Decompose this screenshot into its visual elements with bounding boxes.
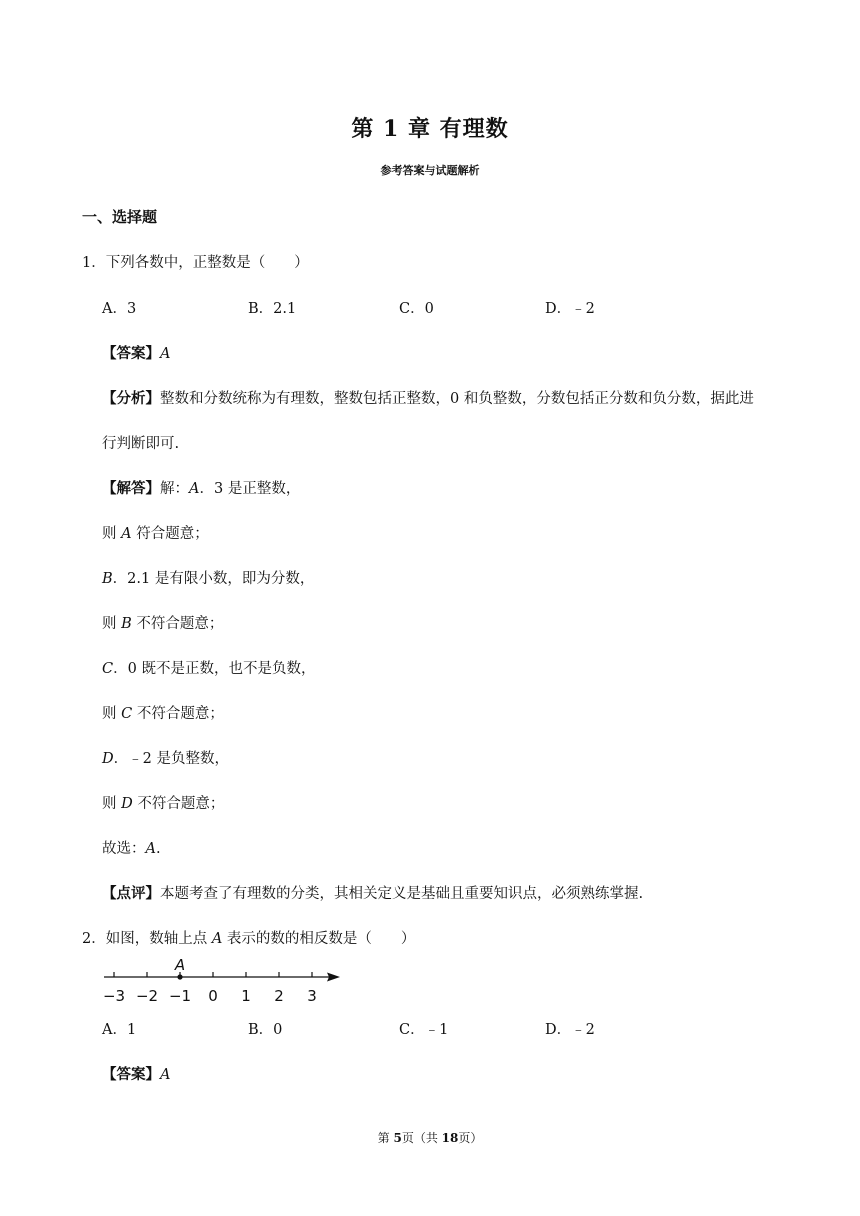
answer-tag: 【答案】 (102, 345, 160, 362)
solution-variable: D (102, 751, 114, 767)
stem-text: 表示的数的相反数是（ ） (222, 931, 416, 947)
q1-option-c: C．0 (399, 301, 434, 317)
solution-text: 则 (102, 616, 122, 632)
q2-option-d: D．﹣2 (545, 1022, 595, 1038)
comment-tag: 【点评】 (102, 885, 160, 902)
axis-tick-label: −2 (135, 987, 159, 1005)
q2-option-a: A．1 (102, 1022, 137, 1038)
q1-solution-line-8 (102, 792, 224, 813)
solution-text: 故选： (102, 841, 146, 857)
axis-tick-label: 2 (274, 987, 284, 1005)
q1-solution-line-2 (102, 522, 209, 543)
footer-text: 页（共 (401, 1131, 442, 1145)
comment-text: 本题考查了有理数的分类，其相关定义是基础且重要知识点，必须熟练掌握. (160, 886, 644, 902)
page-footer (0, 1129, 860, 1146)
solution-variable: B (102, 571, 113, 587)
q1-solution-line-3 (102, 567, 314, 588)
analysis-text: 整数和分数统称为有理数，整数包括正整数，0 和负整数，分数包括正分数和负分数，据此进 (160, 391, 754, 407)
q1-solution-line-9 (102, 837, 161, 858)
solution-text: 解： (160, 481, 189, 497)
solution-text: 不符合题意； (131, 616, 224, 632)
section-heading: 一、选择题 (82, 208, 158, 226)
q1-analysis-line-1 (102, 387, 754, 408)
footer-text: 第 (377, 1131, 394, 1145)
analysis-tag: 【分析】 (102, 390, 160, 407)
footer-text: 页） (458, 1131, 483, 1145)
stem-text: 2．如图，数轴上点 (82, 931, 212, 947)
solution-variable: C (121, 706, 133, 722)
q2-stem (82, 927, 415, 948)
solution-text: 则 (102, 706, 122, 722)
q2-option-c: C．﹣1 (399, 1022, 449, 1038)
q1-solution-line-5 (102, 657, 315, 678)
q1-analysis-line-2: 行判断即可. (102, 436, 180, 452)
axis-tick-label: 3 (307, 987, 317, 1005)
q1-solution-line-7 (102, 747, 229, 768)
q1-option-b: B．2.1 (248, 301, 297, 317)
q1-option-d: D．﹣2 (545, 301, 595, 317)
q1-solution-line-4 (102, 612, 223, 633)
solution-variable: A (121, 526, 132, 542)
page-subtitle: 参考答案与试题解析 (380, 164, 480, 177)
solution-text: ．0 既不是正数，也不是负数， (113, 661, 316, 677)
q1-comment (102, 882, 643, 903)
solution-variable: A (189, 481, 200, 497)
q2-option-b: B．0 (248, 1022, 283, 1038)
solution-variable: B (121, 616, 132, 632)
solution-text: . (155, 841, 161, 857)
answer-value: A (160, 1067, 171, 1083)
solution-tag: 【解答】 (102, 480, 160, 497)
point-a-dot (177, 974, 182, 979)
solution-text: 符合题意； (131, 526, 209, 542)
number-line-figure (100, 955, 345, 1007)
q1-stem: 1．下列各数中，正整数是（ ） (82, 255, 309, 271)
solution-variable: C (102, 661, 114, 677)
stem-variable: A (211, 931, 223, 947)
solution-text: ．﹣2 是负整数， (113, 751, 229, 767)
solution-text: 不符合题意； (132, 706, 224, 722)
q1-answer (102, 342, 170, 363)
solution-text: ．3 是正整数， (199, 481, 301, 497)
q2-answer (102, 1063, 170, 1084)
axis-tick-label: 0 (208, 987, 218, 1005)
q1-option-a: A．3 (102, 301, 137, 317)
solution-text: 则 (102, 796, 122, 812)
answer-value: A (160, 346, 171, 362)
q1-solution-line-1 (102, 477, 300, 498)
solution-variable: D (121, 796, 133, 812)
axis-tick-label: 1 (241, 987, 251, 1005)
q1-solution-line-6 (102, 702, 224, 723)
total-pages: 18 (441, 1131, 459, 1145)
solution-text: 则 (102, 526, 122, 542)
solution-text: 不符合题意； (132, 796, 225, 812)
solution-text: ．2.1 是有限小数，即为分数， (112, 571, 315, 587)
axis-tick-label: −1 (168, 987, 192, 1005)
page-number: 5 (393, 1131, 402, 1145)
answer-tag: 【答案】 (102, 1066, 160, 1083)
point-a-label: A (174, 956, 186, 974)
page-title: 第 1 章 有理数 (351, 116, 509, 142)
solution-variable: A (145, 841, 156, 857)
axis-tick-label: −3 (102, 987, 126, 1005)
